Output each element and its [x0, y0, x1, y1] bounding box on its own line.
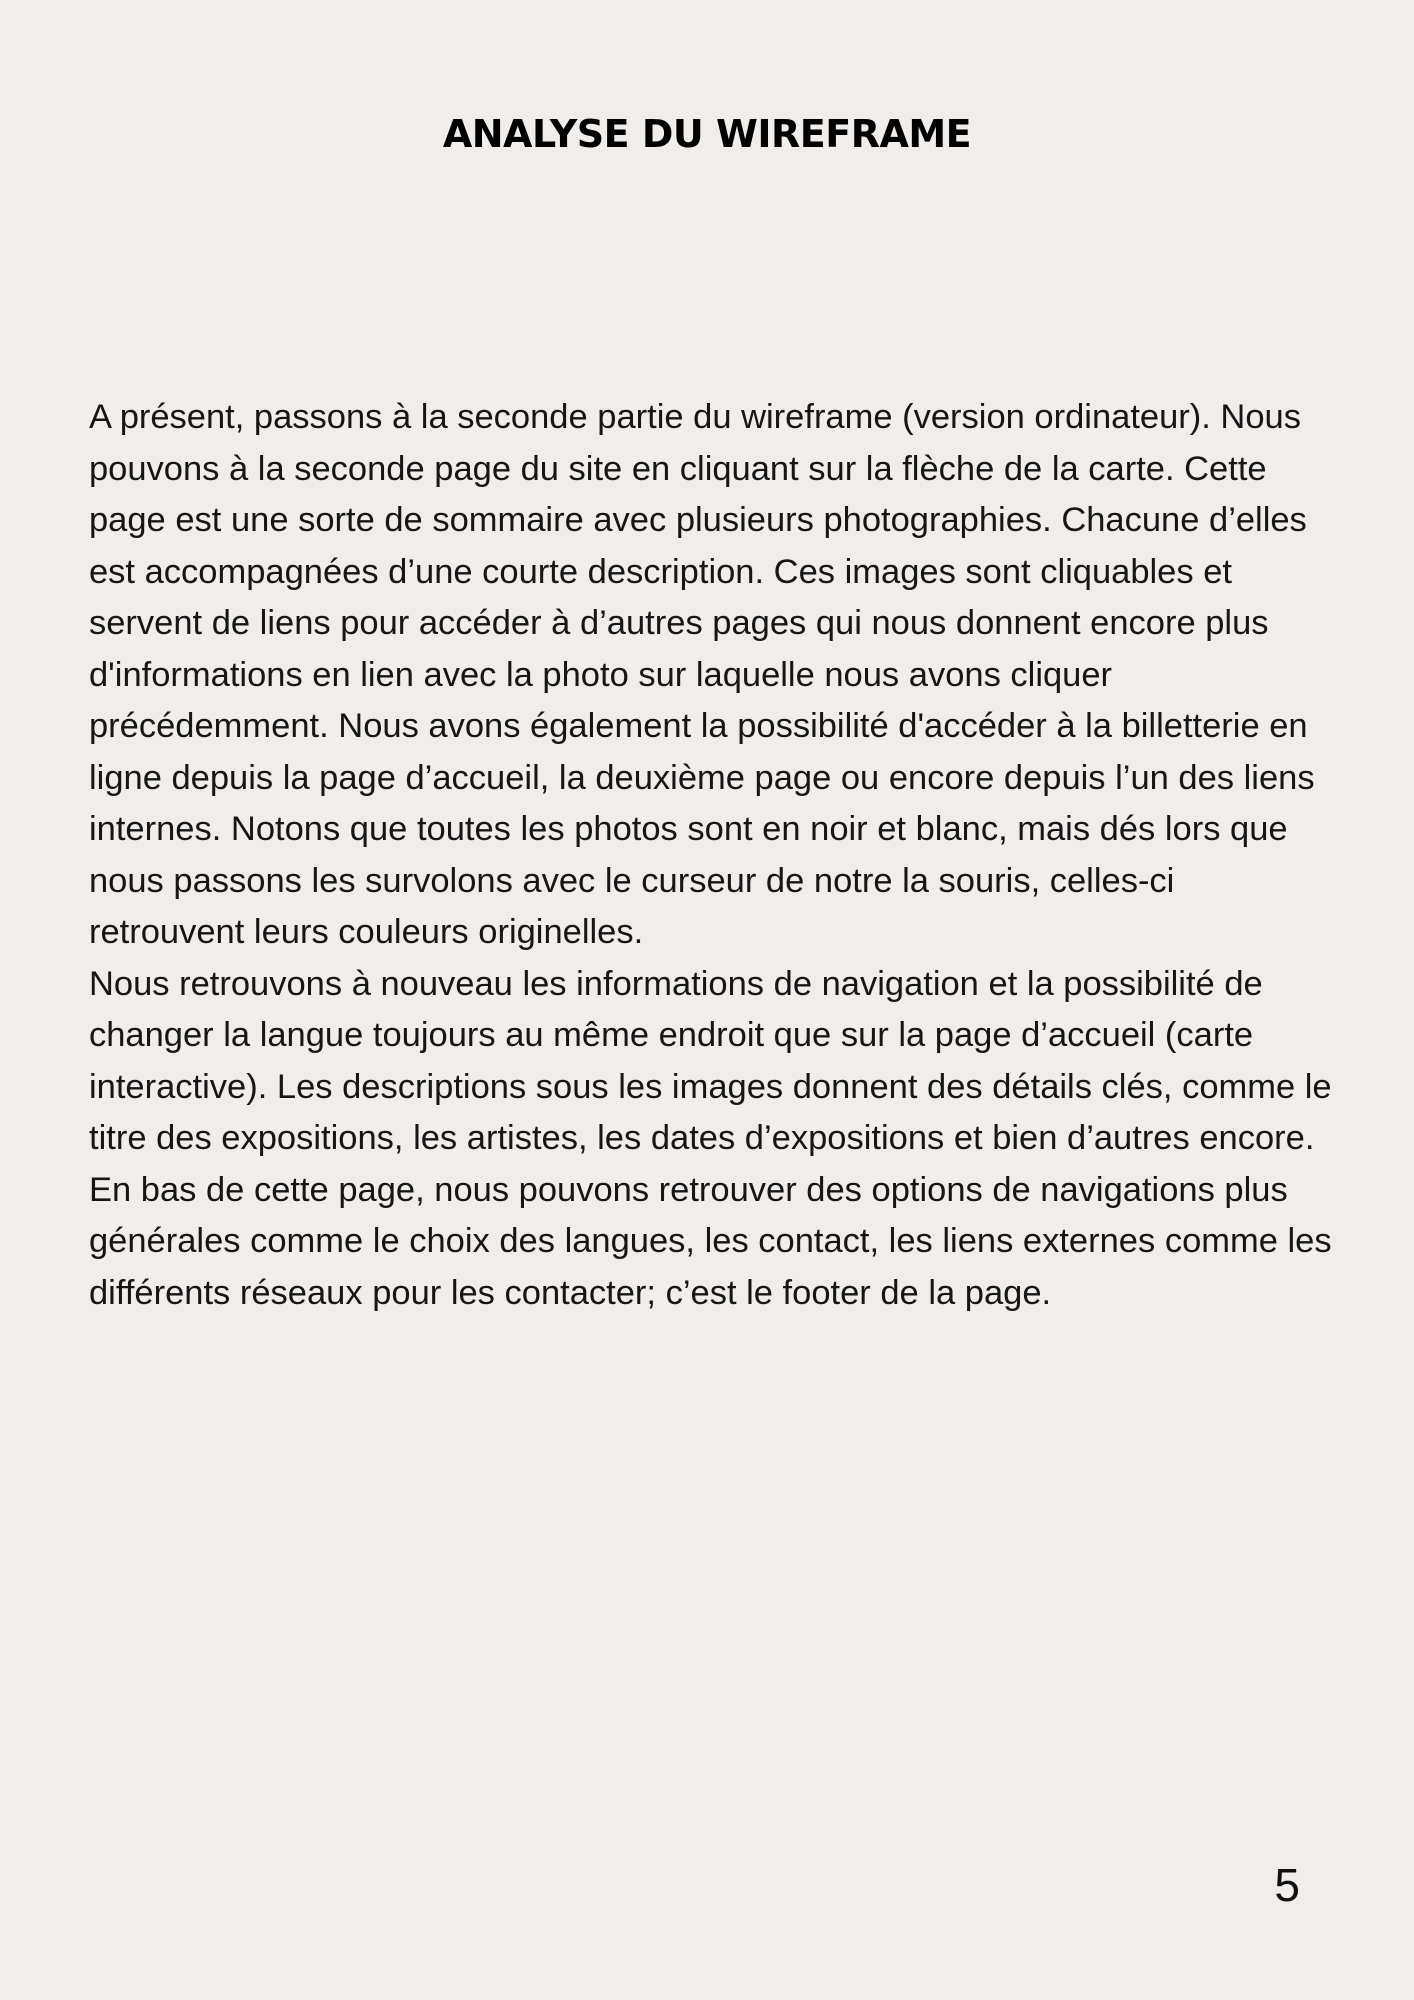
body-text: [89, 392, 1339, 1319]
paragraph-3: En bas de cette page, nous pouvons retrouver des options de navigations plus générales comme le choix des langues, les contact, les liens externes comme les différents réseaux pour les contacter; c’est le footer de la page.: [89, 1170, 1332, 1312]
paragraph-1: A présent, passons à la seconde partie du wireframe (version ordinateur). Nous pouvons à la seconde page du site en cliquant sur la flèche de la carte. Cette page est une sorte de sommaire avec plusieurs photographies. Chacune d’elles est accompagnées d’une courte description. Ces images sont cliquables et servent de liens pour accéder à d’autres pages qui nous donnent encore plus d'informations en lien avec la photo sur laquelle nous avons cliquer précédemment. Nous avons également la possibilité d'accéder à la billetterie en ligne depuis la page d’accueil, la deuxième page ou encore depuis l’un des liens internes. Notons que toutes les photos sont en noir et blanc, mais dés lors que nous passons les survolons avec le curseur de notre la souris, celles-ci retrouvent leurs couleurs originelles.: [89, 398, 1315, 951]
page-number: 5: [1274, 1859, 1300, 1911]
page-title: ANALYSE DU WIREFRAME: [442, 112, 972, 156]
paragraph-2: Nous retrouvons à nouveau les informations de navigation et la possibilité de changer la langue toujours au même endroit que sur la page d’accueil (carte interactive). Les descriptions sous les images donnent des détails clés, comme le titre des expositions, les artistes, les dates d’expositions et bien d’autres encore.: [89, 964, 1332, 1157]
